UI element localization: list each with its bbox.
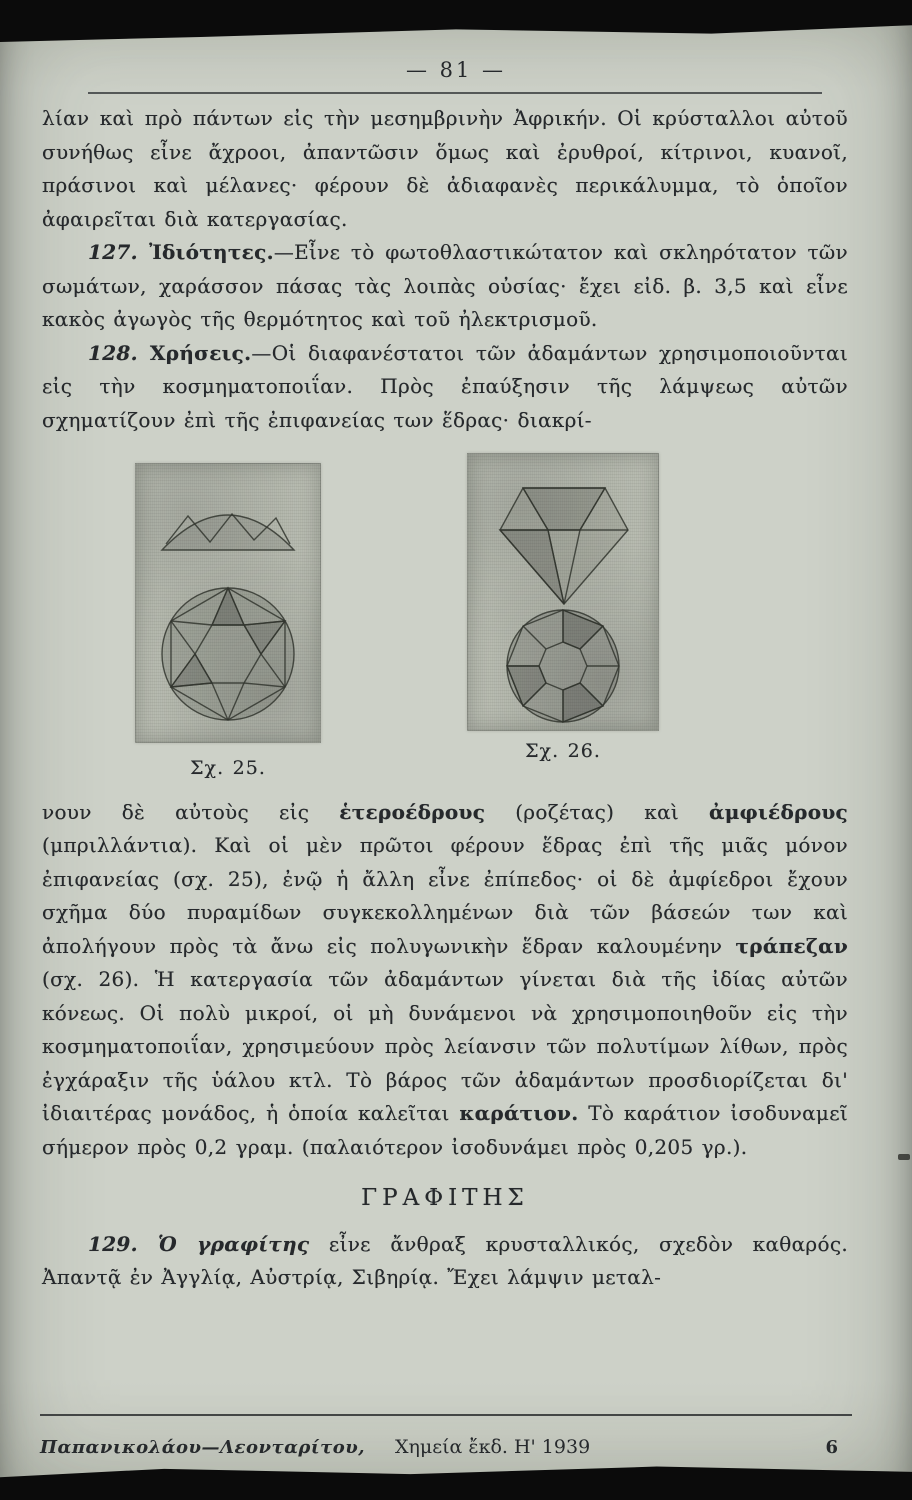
paragraph-cuts-continued: [42, 796, 848, 1165]
term-amfiedrous: ἀμφιέδρους: [709, 799, 849, 824]
footer-book-title: Χημεία ἔκδ. Η' 1939: [394, 1436, 591, 1458]
rose-cut-top-view: [162, 588, 294, 720]
footer-rule: [40, 1414, 852, 1417]
text-run: νουν δὲ αὐτοὺς εἰς: [42, 799, 340, 824]
footer-authors: Παπανικολάου—Λεονταρίτου,: [40, 1437, 365, 1458]
figure-26-brilliant-cut: [467, 453, 659, 769]
footer: [40, 1436, 852, 1458]
text-run: —Εἶνε τὸ φωτοθλαστικώτατον καὶ σκληρότατον τῶν σωμάτων, χαράσσον πάσας τὰς λοιπὰς οὐσίας· ἔχει εἰδ. β. 3,5 καὶ εἶνε κακὸς ἀγωγὸς τῆς θερμότητος καὶ τοῦ ἠλεκτρισμοῦ.: [42, 240, 848, 331]
footer-signature-number: 6: [825, 1437, 838, 1458]
term-heteroedrous: ἑτεροέδρους: [339, 799, 486, 824]
rose-cut-diamond-drawing: [136, 464, 320, 742]
figure-25-rose-cut: [135, 463, 321, 786]
paragraph-129-graphite: [42, 1228, 848, 1295]
brilliant-side-view: [500, 488, 628, 604]
text-run: (ροζέτας) καὶ: [485, 799, 710, 824]
text-run: (μπριλλάντια). Καὶ οἱ μὲν πρῶτοι φέρουν ἕδρας ἐπὶ τῆς μιᾶς μόνον ἐπιφανείας (σχ. 25), ἐνῷ ἡ ἄλλη εἶνε ἐπίπεδος· οἱ δὲ ἀμφίεδροι ἔχουν σχῆμα δύο πυραμίδων συγκεκολλημένων διὰ τῶν βάσεών των καὶ ἀπολήγουν πρὸς τὰ ἄνω εἰς πολυγωνικὴν ἕδραν καλουμένην: [42, 833, 848, 958]
rose-cut-diamond-illustration: [135, 463, 321, 743]
text-run: εἶνε ἄνθραξ κρυσταλλικός, σχεδὸν καθαρός. Ἀπαντᾷ ἐν Ἀγγλίᾳ, Αὐστρίᾳ, Σιβηρίᾳ. Ἔχει λάμψιν μεταλ-: [42, 1231, 848, 1289]
scan-edge-bottom: [0, 1462, 912, 1500]
figure-caption-25: Σχ. 25.: [190, 757, 266, 779]
section-term: Χρήσεις.: [149, 340, 252, 365]
page-number: — 81 —: [405, 58, 507, 82]
section-term: Ὁ γραφίτης: [158, 1231, 310, 1256]
text-run: —Οἱ διαφανέστατοι τῶν ἀδαμάντων χρησιμοποιοῦνται εἰς τὴν κοσμηματοποιΐαν. Πρὸς ἐπαύξησιν τῆς λάμψεως αὐτῶν σχηματίζουν ἐπὶ τῆς ἐπιφανείας των ἕδρας· διακρί-: [42, 340, 848, 432]
text-run: (σχ. 26). Ἡ κατεργασία τῶν ἀδαμάντων γίνεται διὰ τῆς ἰδίας αὐτῶν κόνεως. Οἱ πολὺ μικροί, οἱ μὴ δυνάμενοι νὰ χρησιμοποιηθοῦν εἰς τὴν κοσμηματοποιΐαν, χρησιμεύουν πρὸς λείανσιν τῶν πολυτίμων λίθων, πρὸς ἐγχάραξιν τῆς ὑάλου κτλ. Τὸ βάρος τῶν ἀδαμάντων προσδιορίζεται δι' ἰδιαιτέρας μονάδος, ἡ ὁποία καλεῖται: [42, 967, 848, 1125]
brilliant-top-view: [507, 610, 619, 722]
page-body: [0, 94, 912, 1295]
term-trapeza: τράπεζαν: [735, 933, 848, 958]
text-run: Τὸ καράτιον ἰσοδυναμεῖ σήμερον πρὸς 0,2 γραμ. (παλαιότερον ἰσοδυνάμει πρὸς 0,205 γρ.).: [42, 1101, 849, 1159]
figures-row: [0, 453, 800, 786]
section-number: 129.: [88, 1231, 159, 1256]
section-term: Ἰδιότητες.: [149, 240, 274, 264]
figure-caption-26: Σχ. 26.: [525, 740, 601, 762]
rose-cut-side-view: [162, 514, 294, 550]
brilliant-cut-diamond-illustration: [467, 453, 659, 731]
paragraph-127-properties: [42, 236, 848, 337]
section-number: 128.: [88, 340, 150, 365]
brilliant-cut-diamond-drawing: [468, 454, 658, 730]
section-heading-graphite: ΓΡΑΦΙΤΗΣ: [361, 1185, 529, 1211]
term-karation: καράτιον.: [459, 1101, 579, 1125]
paragraph-128-uses: [42, 337, 848, 438]
text-run: λίαν καὶ πρὸ πάντων εἰς τὴν μεσημβρινὴν Ἀφρικήν. Οἱ κρύσταλλοι αὐτοῦ συνήθως εἶνε ἄχροοι, ἀπαντῶσιν ὅμως καὶ ἐρυθροί, κίτρινοι, κυανοῖ, πράσινοι καὶ μέλανες· φέρουν δὲ ἀδιαφανὲς περικάλυμμα, τὸ ὁποῖον ἀφαιρεῖται διὰ κατεργασίας.: [42, 106, 848, 231]
section-number: 127.: [88, 240, 150, 264]
paragraph-intro: [42, 102, 848, 236]
scan-artifact-mark: [898, 1154, 910, 1160]
